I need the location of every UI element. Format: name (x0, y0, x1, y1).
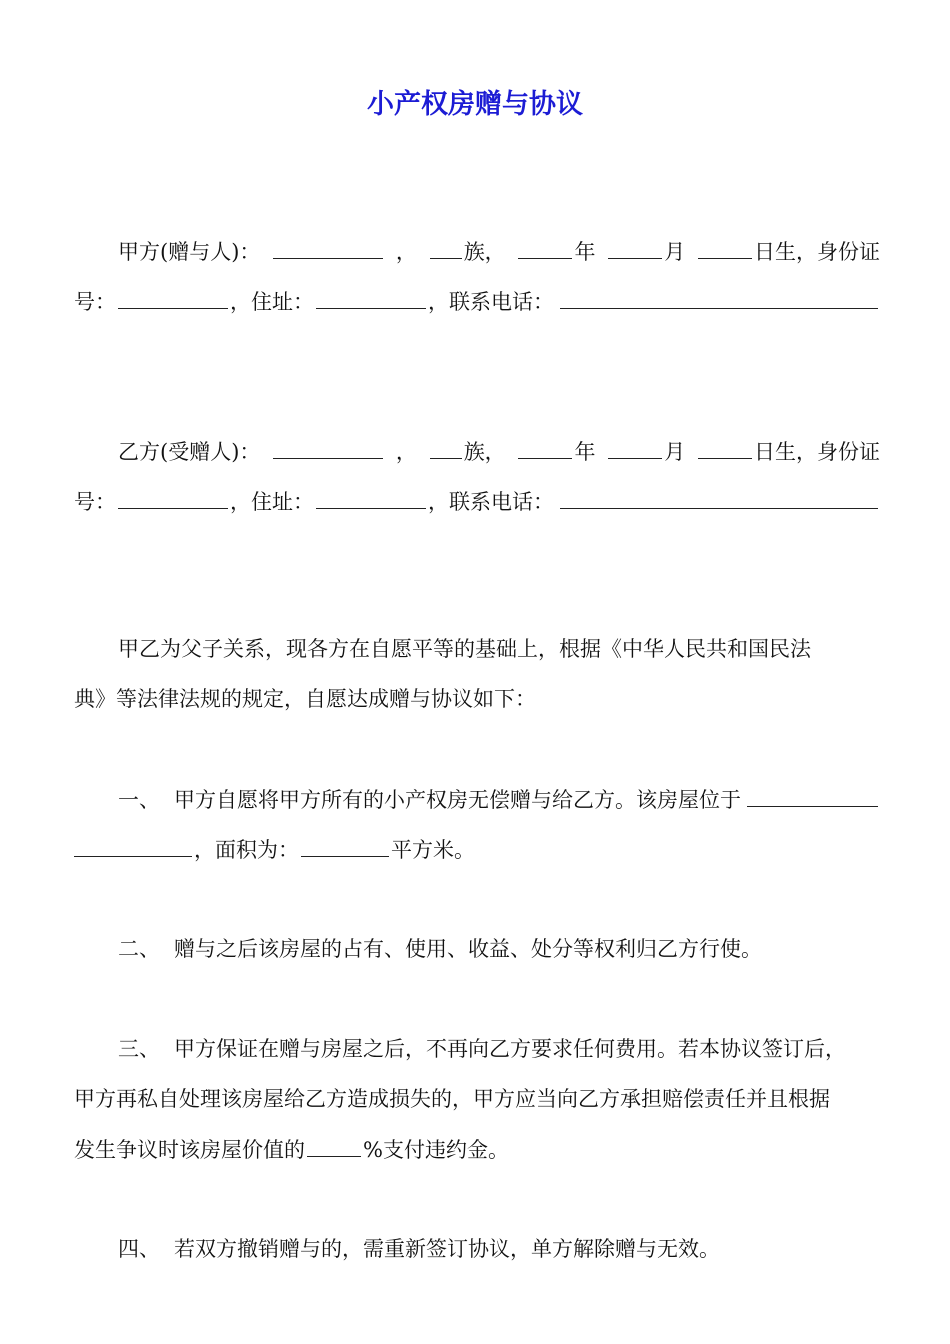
intro-line-1: 甲乙为父子关系，现各方在自愿平等的基础上，根据《中华人民共和国民法 (118, 637, 811, 661)
clause-4 (118, 1234, 880, 1264)
party-a-label: 甲方(赠与人)： (118, 240, 261, 264)
area-blank (301, 834, 389, 857)
intro-line-2: 典》等法律法规的规定，自愿达成赠与协议如下： (74, 687, 536, 711)
clause-text: %支付违约金。 (363, 1138, 509, 1162)
nation-label: 族， (463, 440, 506, 464)
birth-label: 日生，身份证 (753, 440, 880, 464)
clause-text: 赠与之后该房屋的占有、使用、收益、处分等权利归乙方行使。 (174, 937, 762, 961)
party-b-address-blank (316, 486, 426, 509)
birth-label: 日生，身份证 (753, 240, 880, 264)
year-label: 年 (574, 440, 596, 464)
area-label: ，面积为： (194, 838, 299, 862)
party-a-line-1 (118, 236, 880, 267)
party-a-year-blank (518, 236, 572, 259)
party-b-label: 乙方(受赠人)： (118, 440, 261, 464)
party-b-phone-blank (560, 486, 878, 509)
clause-3-line-3 (74, 1134, 880, 1165)
party-b-line-2 (74, 486, 880, 517)
separator: ， (395, 240, 417, 264)
party-b-day-blank (698, 436, 752, 459)
month-label: 月 (664, 440, 686, 464)
address-label: ，住址： (230, 490, 314, 514)
phone-label: ，联系电话： (428, 490, 554, 514)
clause-2 (118, 934, 880, 964)
location-blank-2 (74, 834, 192, 857)
party-a-name-blank (273, 236, 383, 259)
address-label: ，住址： (230, 290, 314, 314)
party-a-day-blank (698, 236, 752, 259)
clause-text: 发生争议时该房屋价值的 (74, 1138, 305, 1162)
party-a-id-blank (118, 286, 228, 309)
location-blank-1 (747, 784, 878, 807)
party-b-month-blank (608, 436, 662, 459)
party-b-line-1 (118, 436, 880, 467)
clause-1-line-2 (74, 834, 880, 865)
clause-text: 甲方保证在赠与房屋之后，不再向乙方要求任何费用。若本协议签订后， (174, 1037, 846, 1061)
area-unit: 平方米。 (391, 838, 475, 862)
party-a-address-blank (316, 286, 426, 309)
separator: ， (395, 440, 417, 464)
nation-label: 族， (463, 240, 506, 264)
percent-blank (307, 1134, 361, 1157)
party-b-id-blank (118, 486, 228, 509)
clause-number: 四、 (118, 1237, 160, 1261)
clause-number: 三、 (118, 1037, 160, 1061)
party-b-name-blank (273, 436, 383, 459)
party-b-year-blank (518, 436, 572, 459)
party-a-month-blank (608, 236, 662, 259)
month-label: 月 (664, 240, 686, 264)
year-label: 年 (574, 240, 596, 264)
id-label: 号： (74, 490, 116, 514)
phone-label: ，联系电话： (428, 290, 554, 314)
document-title: 小产权房赠与协议 (367, 89, 583, 120)
party-a-line-2 (74, 286, 880, 317)
clause-text: 甲方自愿将甲方所有的小产权房无偿赠与给乙方。该房屋位于 (174, 788, 741, 812)
clause-3-line-1 (118, 1034, 880, 1064)
id-label: 号： (74, 290, 116, 314)
clause-number: 二、 (118, 937, 160, 961)
party-b-nation-blank (430, 436, 462, 459)
clause-text: 若双方撤销赠与的，需重新签订协议，单方解除赠与无效。 (174, 1237, 720, 1261)
clause-1-line-1 (118, 784, 880, 815)
clause-number: 一、 (118, 788, 160, 812)
party-a-nation-blank (430, 236, 462, 259)
party-a-phone-blank (560, 286, 878, 309)
clause-3-line-2: 甲方再私自处理该房屋给乙方造成损失的，甲方应当向乙方承担赔偿责任并且根据 (74, 1087, 830, 1111)
